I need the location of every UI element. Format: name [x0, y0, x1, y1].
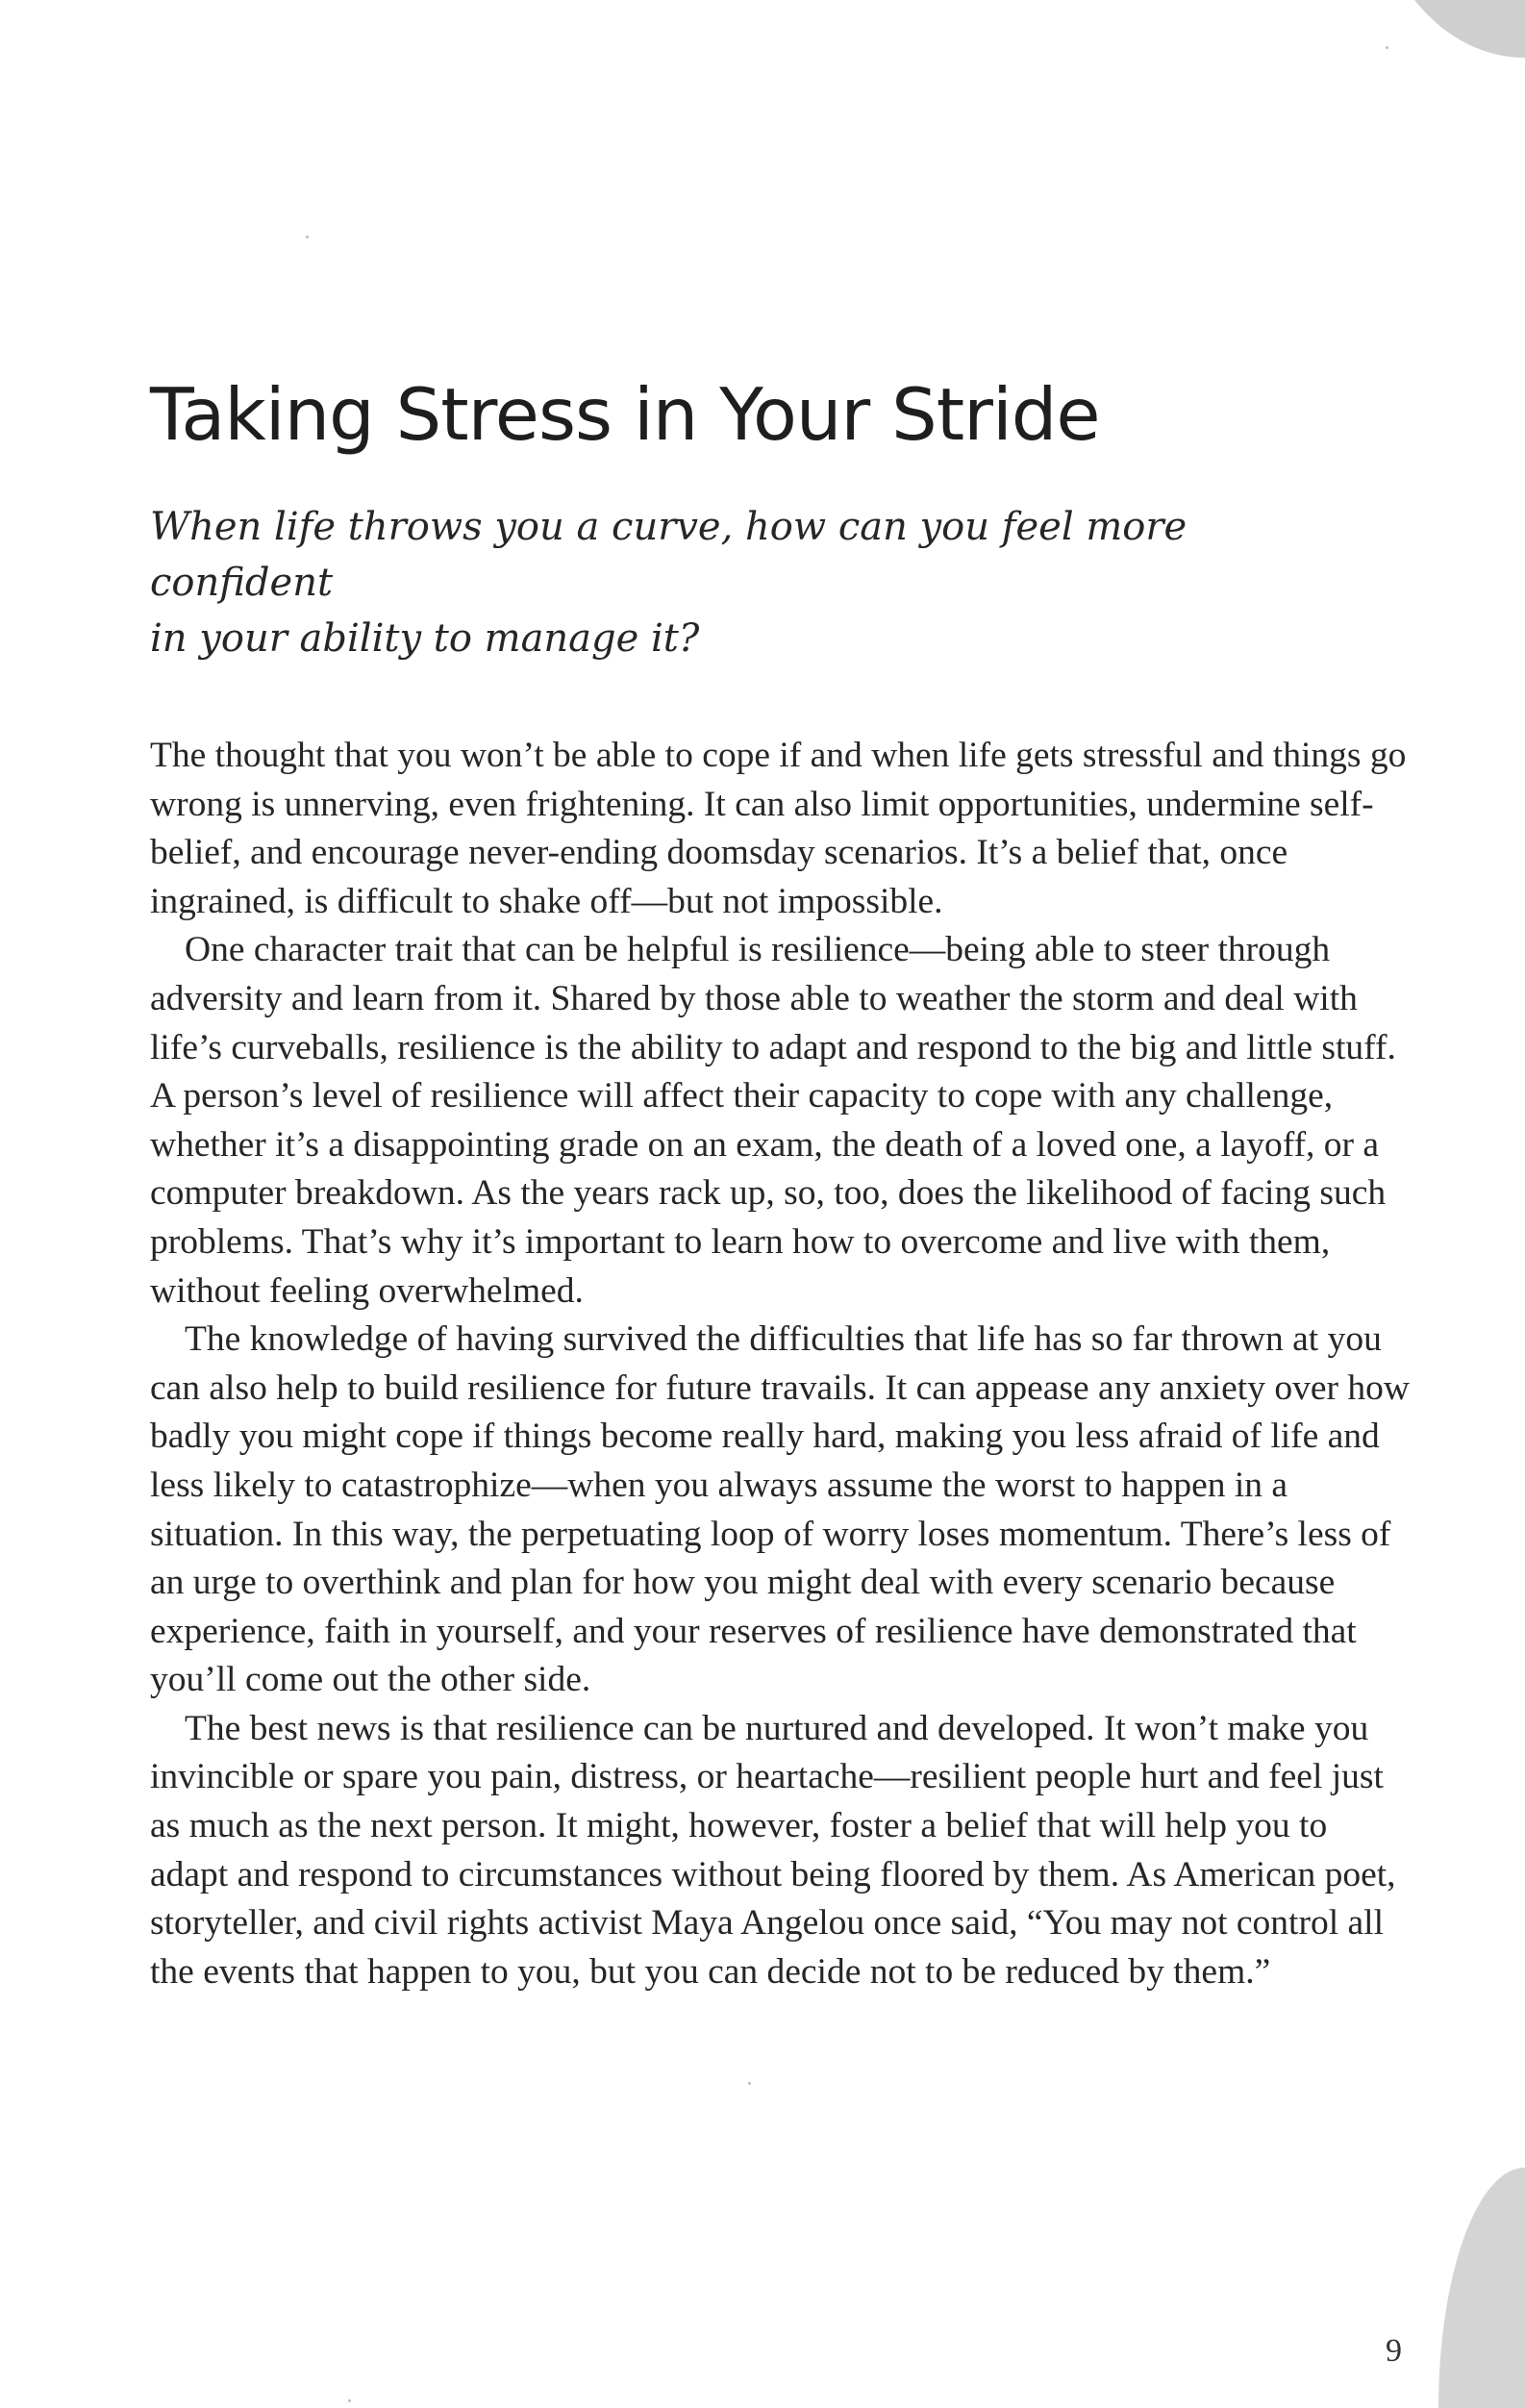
paragraph: The thought that you won’t be able to cope if and when life gets stressful and things go wrong is unnerving, even frightening. It can also limit opportunities, undermine self-belief, and encourage never-ending doomsday scenarios. It’s a belief that, once ingrained, is difficult to shake off—but not impossible.	[150, 736, 1407, 921]
scan-speck	[348, 2399, 351, 2402]
scan-shadow-top-right	[1371, 0, 1525, 58]
scan-speck	[748, 2082, 751, 2085]
chapter-content	[150, 370, 1410, 1996]
chapter-title: Taking Stress in Your Stride	[150, 372, 1100, 457]
paragraph: One character trait that can be helpful is resilience—being able to steer through adversity and learn from it. Shared by those able to weather the storm and deal with life’s curveballs, resilience is the ability to adapt and respond to the big and little stuff. A person’s level of resilience will affect their capacity to cope with any challenge, whether it’s a disappointing grade on an exam, the death of a loved one, a layoff, or a computer breakdown. As the years rack up, so, too, does the likelihood of facing such problems. That’s why it’s important to learn how to overcome and live with them, without feeling overwhelmed.	[150, 930, 1396, 1311]
subtitle-line: in your ability to manage it?	[150, 616, 700, 661]
body-text	[150, 732, 1410, 1996]
subtitle-line: When life throws you a curve, how can you feel more confident	[150, 505, 1188, 605]
paragraph: The best news is that resilience can be nurtured and developed. It won’t make you invincible or spare you pain, distress, or heartache—resilient people hurt and feel just as much as the next person. It might, however, foster a belief that will help you to adapt and respond to circumstances without being floored by them. As American poet, storyteller, and civil rights activist Maya Angelou once said, “You may not control all the events that happen to you, but you can decide not to be reduced by them.”	[150, 1708, 1396, 1992]
chapter-subtitle	[150, 499, 1362, 666]
page-number: 9	[1386, 2333, 1402, 2369]
scan-speck	[306, 236, 309, 238]
scan-speck	[1386, 46, 1388, 49]
scan-shadow-bottom-right	[1438, 2168, 1525, 2408]
paragraph: The knowledge of having survived the difficulties that life has so far thrown at you can also help to build resilience for future travails. It can appease any anxiety over how badly you might cope if things become really hard, making you less afraid of life and less likely to catastrophize—when you always assume the worst to happen in a situation. In this way, the perpetuating loop of worry loses momentum. There’s less of an urge to overthink and plan for how you might deal with every scenario because experience, faith in yourself, and your reserves of resilience have demonstrated that you’ll come out the other side.	[150, 1319, 1410, 1700]
